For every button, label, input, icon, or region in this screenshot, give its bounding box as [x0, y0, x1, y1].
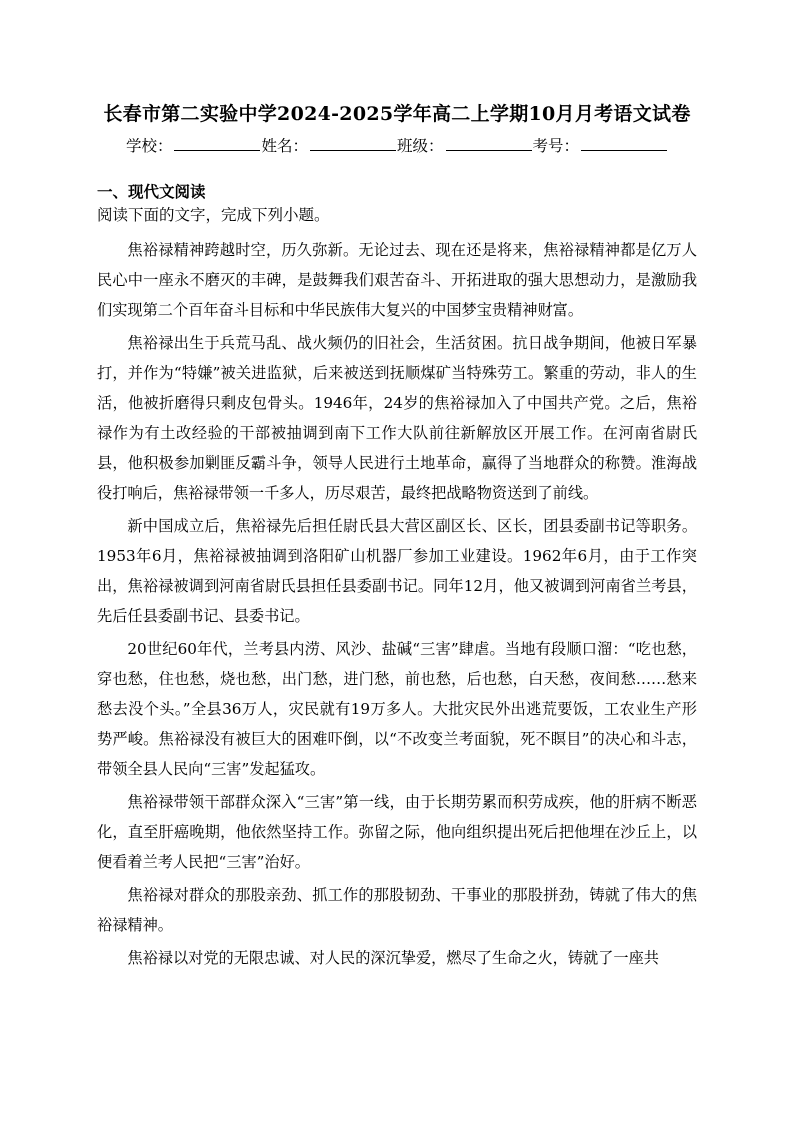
passage-paragraph: 焦裕禄精神跨越时空，历久弥新。无论过去、现在还是将来，焦裕禄精神都是亿万人民心中一座永不磨灭的丰碑，是鼓舞我们艰苦奋斗、开拓进取的强大思想动力，是激励我们实现第二个百年奋斗目标和中华民族伟大复兴的中国梦宝贵精神财富。 [97, 241, 697, 319]
exam-number-blank [581, 134, 667, 151]
school-blank [174, 134, 260, 151]
reading-instruction: 阅读下面的文字，完成下列小题。 [97, 206, 330, 224]
passage-paragraph: 20世纪60年代，兰考县内涝、风沙、盐碱“三害”肆虐。当地有段顺口溜：“吃也愁，穿也愁，住也愁，烧也愁，出门愁，进门愁，前也愁，后也愁，白天愁，夜间愁……愁来愁去没个头。”全县36万人，灾民就有19万多人。大批灾民外出逃荒要饭，工农业生产形势严峻。焦裕禄没有被巨大的困难吓倒，以“不改变兰考面貌，死不瞑目”的决心和斗志，带领全县人民向“三害”发起猛攻。 [97, 640, 697, 778]
page-title: 长春市第二实验中学2024-2025学年高二上学期10月月考语文试卷 [103, 103, 691, 125]
school-label: 学校： [125, 137, 173, 155]
passage-paragraph: 新中国成立后，焦裕禄先后担任尉氏县大营区副区长、区长，团县委副书记等职务。1953年6月，焦裕禄被抽调到洛阳矿山机器厂参加工业建设。1962年6月，由于工作突出，焦裕禄被调到河南省尉氏县担任县委副书记。同年12月，他又被调到河南省兰考县，先后任县委副书记、县委书记。 [97, 517, 697, 625]
passage-paragraph: 焦裕禄以对党的无限忠诚、对人民的深沉挚爱，燃尽了生命之火，铸就了一座共 [127, 949, 659, 967]
name-blank [310, 134, 396, 151]
class-label: 班级： [397, 137, 444, 155]
passage-paragraph: 焦裕禄出生于兵荒马乱、战火频仍的旧社会，生活贫困。抗日战争期间，他被日军暴打，并作为“特嫌”被关进监狱，后来被送到抚顺煤矿当特殊劳工。繁重的劳动，非人的生活，他被折磨得只剩皮包骨头。1946年，24岁的焦裕禄加入了中国共产党。之后，焦裕禄作为有土改经验的干部被抽调到南下工作大队前往新解放区开展工作。在河南省尉氏县，他积极参加剿匪反霸斗争，领导人民进行土地革命，赢得了当地群众的称赞。淮海战役打响后，焦裕禄带领一千多人，历尽艰苦，最终把战略物资送到了前线。 [97, 334, 697, 502]
passage-paragraph: 焦裕禄对群众的那股亲劲、抓工作的那股韧劲、干事业的那股拼劲，铸就了伟大的焦裕禄精神。 [97, 886, 697, 934]
name-label: 姓名： [261, 137, 308, 155]
student-info-line [0, 134, 794, 158]
section-heading: 一、现代文阅读 [97, 183, 206, 201]
class-blank [446, 134, 532, 151]
passage-paragraph: 焦裕禄带领干部群众深入“三害”第一线，由于长期劳累而积劳成疾，他的肝病不断恶化，直至肝癌晚期，他依然坚持工作。弥留之际，他向组织提出死后把他埋在沙丘上，以便看着兰考人民把“三害”治好。 [97, 793, 697, 871]
reading-passage [97, 235, 697, 976]
exam-number-label: 考号： [532, 137, 580, 155]
